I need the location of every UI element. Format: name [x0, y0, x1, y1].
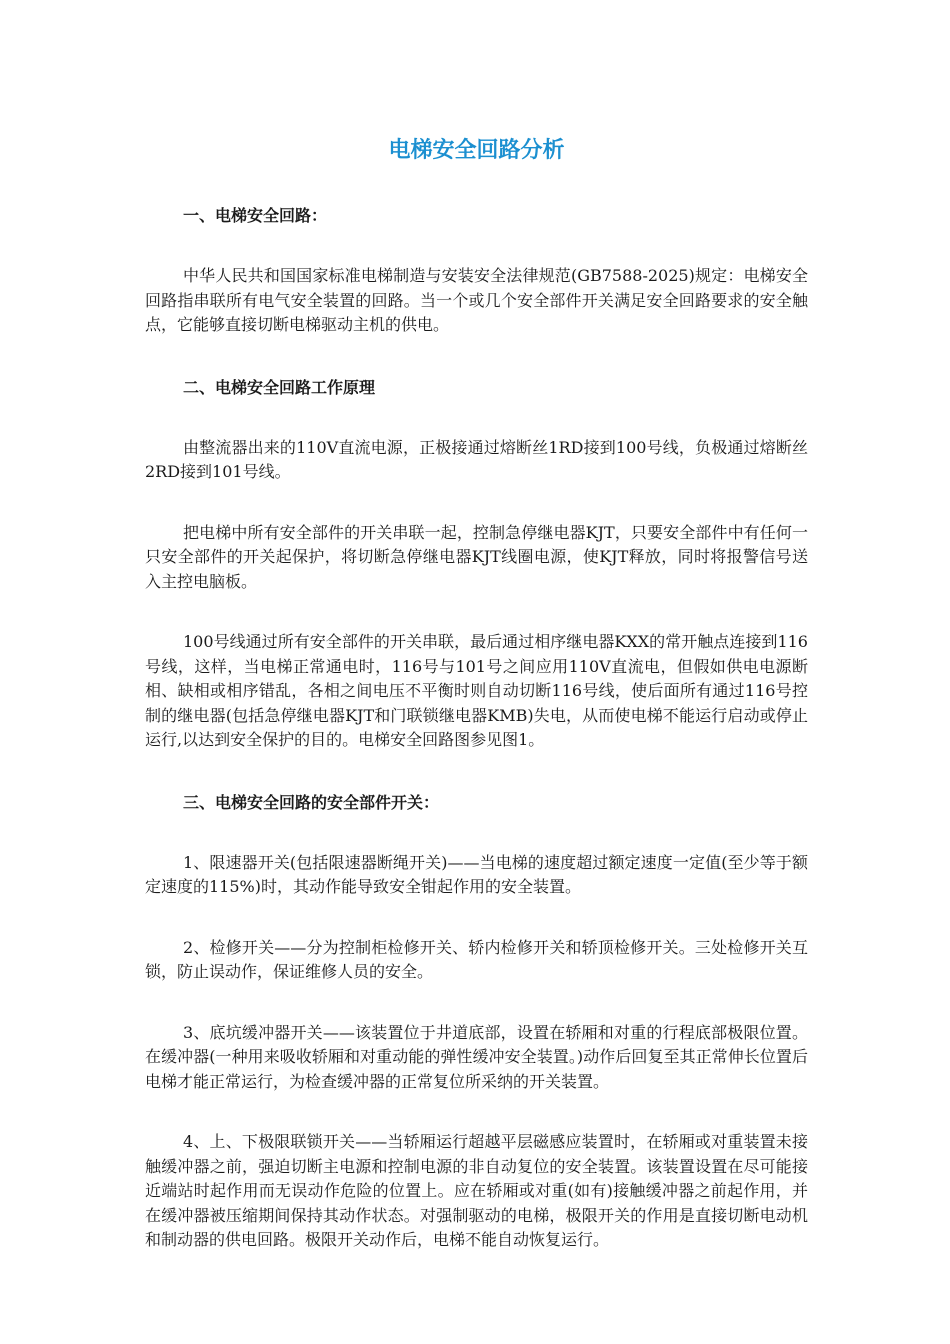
section-heading: 三、电梯安全回路的安全部件开关：: [183, 792, 440, 812]
paragraph: 把电梯中所有安全部件的开关串联一起，控制急停继电器KJT，只要安全部件中有任何一只安全部件的开关起保护，将切断急停继电器KJT线圈电源，使KJT释放，同时将报警信号送入主控电脑板。: [145, 522, 808, 591]
paragraph: 中华人民共和国国家标准电梯制造与安装安全法律规范(GB7588-2025)规定：电梯安全回路指串联所有电气安全装置的回路。当一个或几个安全部件开关满足安全回路要求的安全触点，它能够直接切断电梯驱动主机的供电。: [145, 266, 808, 334]
section-heading: 一、电梯安全回路：: [183, 206, 328, 225]
paragraph: 由整流器出来的110V直流电源，正极接通过熔断丝1RD接到100号线，负极通过熔断丝2RD接到101号线。: [145, 437, 808, 481]
section-3: [145, 791, 808, 1253]
paragraph: 2、检修开关——分为控制柜检修开关、轿内检修开关和轿顶检修开关。三处检修开关互锁，防止误动作，保证维修人员的安全。: [145, 937, 808, 981]
paragraph: 1、限速器开关(包括限速器断绳开关)——当电梯的速度超过额定速度一定值(至少等于额定速度的115%)时，其动作能导致安全钳起作用的安全装置。: [145, 852, 808, 896]
paragraph: 3、底坑缓冲器开关——该装置位于井道底部，设置在轿厢和对重的行程底部极限位置。在缓冲器(一种用来吸收轿厢和对重动能的弹性缓冲安全装置。)动作后回复至其正常伸长位置后电梯才能正常运行，为检查缓冲器的正常复位所采纳的开关装置。: [145, 1022, 808, 1091]
paragraph: 4、上、下极限联锁开关——当轿厢运行超越平层磁感应装置时，在轿厢或对重装置未接触缓冲器之前，强迫切断主电源和控制电源的非自动复位的安全装置。该装置设置在尽可能接近端站时起作用而无误动作危险的位置上。应在轿厢或对重(如有)接触缓冲器之前起作用，并在缓冲器被压缩期间保持其动作状态。对强制驱动的电梯，极限开关的作用是直接切断电动机和制动器的供电回路。极限开关动作后，电梯不能自动恢复运行。: [145, 1132, 808, 1249]
section-2: [145, 376, 808, 753]
section-1: [145, 204, 808, 338]
section-heading: 二、电梯安全回路工作原理: [183, 377, 376, 397]
document-title: 电梯安全回路分析: [388, 138, 565, 163]
paragraph: 100号线通过所有安全部件的开关串联，最后通过相序继电器KXX的常开触点连接到116号线，这样，当电梯正常通电时，116号与101号之间应用110V直流电，但假如供电电源断相、缺相或相序错乱，各相之间电压不平衡时则自动切断116号线，使后面所有通过116号控制的继电器(包括急停继电器KJT和门联锁继电器KMB)失电，从而使电梯不能运行启动或停止运行,以达到安全保护的目的。电梯安全回路图参见图1。: [145, 632, 808, 749]
